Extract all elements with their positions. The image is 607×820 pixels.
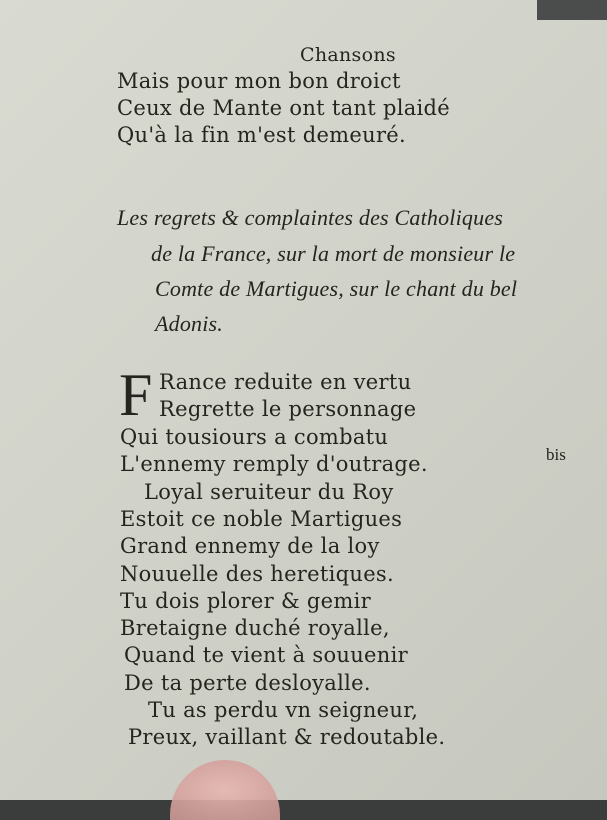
verse-line: Qui tousiours a combatu: [120, 425, 389, 449]
verse-line: Loyal seruiteur du Roy: [144, 480, 394, 504]
running-header: Chansons: [300, 44, 396, 66]
page-corner-shadow: [537, 0, 607, 20]
verse-line: Quand te vient à souuenir: [124, 643, 408, 667]
verse-line: De ta perte desloyalle.: [124, 671, 371, 695]
song-title-line: Adonis.: [155, 311, 224, 336]
thumb-holding-page: [170, 760, 280, 820]
verse-line: L'ennemy remply d'outrage.: [120, 452, 428, 476]
drop-capital: F: [119, 362, 153, 428]
verse-line: Nouuelle des heretiques.: [120, 562, 394, 586]
song-title-line: Les regrets & complaintes des Catholiques: [117, 205, 504, 230]
song-title-line: de la France, sur la mort de monsieur le: [151, 241, 516, 266]
verse-line: Bretaigne duché royalle,: [120, 616, 390, 640]
verse-line: Tu dois plorer & gemir: [120, 589, 371, 613]
verse-line: Regrette le personnage: [159, 397, 417, 421]
song-line: Ceux de Mante ont tant plaidé: [117, 96, 451, 120]
verse-line: Preux, vaillant & redoutable.: [128, 725, 446, 749]
verse-line: Grand ennemy de la loy: [120, 534, 380, 558]
verse-line: Rance reduite en vertu: [159, 370, 412, 394]
verse-line: Tu as perdu vn seigneur,: [148, 698, 419, 722]
song-line: Qu'à la fin m'est demeuré.: [117, 123, 406, 147]
margin-note: bis: [546, 445, 566, 464]
song-title-line: Comte de Martigues, sur le chant du bel: [155, 276, 518, 301]
verse-line: Estoit ce noble Martigues: [120, 507, 403, 531]
song-line: Mais pour mon bon droict: [117, 69, 401, 93]
